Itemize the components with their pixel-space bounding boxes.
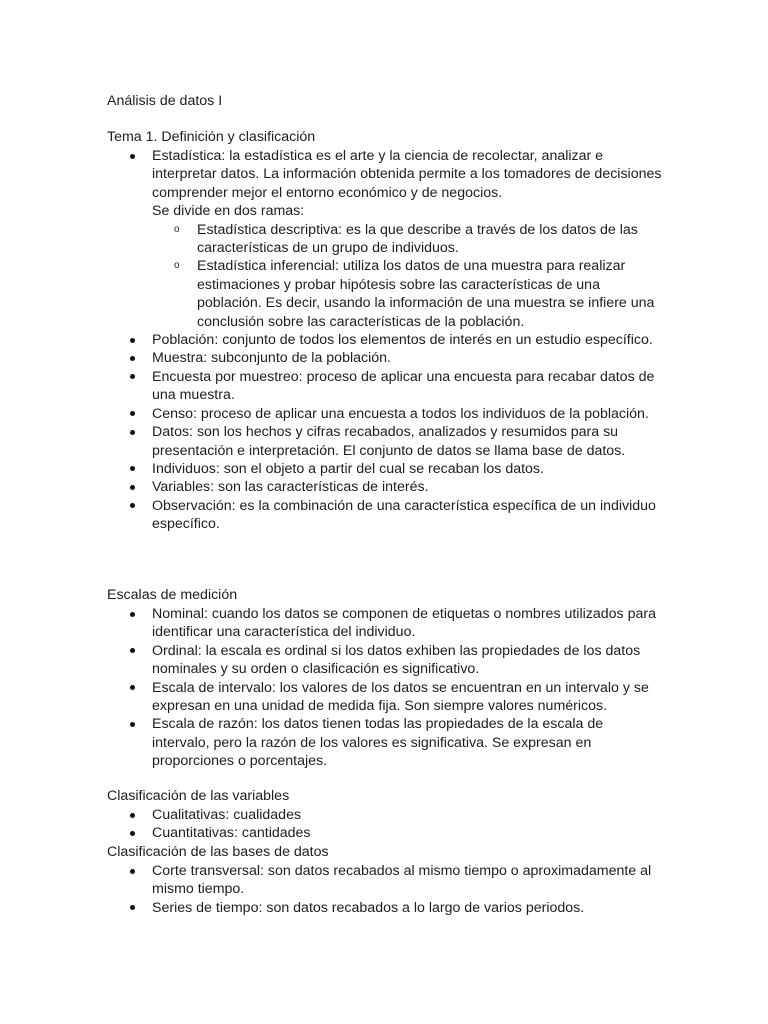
list-item: Series de tiempo: son datos recabados a lo largo de varios periodos.: [0, 899, 662, 917]
list-item: Corte transversal: son datos recabados al mismo tiempo o aproximadamente al mismo tiempo.: [0, 862, 662, 899]
list-item: Variables: son las características de interés.: [0, 478, 662, 496]
list-item: [0, 147, 662, 331]
escalas-list: [0, 605, 768, 771]
list-item: Observación: es la combinación de una característica específica de un individuo específico.: [0, 497, 662, 534]
section-heading-bases: Clasificación de las bases de datos: [107, 844, 329, 860]
section-heading-variables: Clasificación de las variables: [107, 788, 290, 804]
list-item: Escala de razón: los datos tienen todas las propiedades de la escala de intervalo, pero la razón de los valores es significativa. Se expresan en proporciones o porcentajes.: [0, 715, 662, 770]
list-item: Nominal: cuando los datos se componen de etiquetas o nombres utilizados para identificar una característica del individuo.: [0, 605, 662, 642]
estadistica-ramas-list: [152, 221, 662, 331]
list-item: Ordinal: la escala es ordinal si los datos exhiben las propiedades de los datos nominales y su orden o clasificación es significativo.: [0, 642, 662, 679]
variables-list: [0, 806, 768, 843]
list-item: Cuantitativas: cantidades: [0, 824, 662, 842]
tema1-list: [0, 147, 768, 534]
list-item: Cualitativas: cualidades: [0, 806, 662, 824]
list-item: Muestra: subconjunto de la población.: [0, 349, 662, 367]
list-item: Datos: son los hechos y cifras recabados, analizados y resumidos para su presentación e interpretación. El conjunto de datos se llama base de datos.: [0, 423, 662, 460]
estadistica-definition: Estadística: la estadística es el arte y la ciencia de recolectar, analizar e interpretar datos. La información obtenida permite a los tomadores de decisiones comprender mejor el entorno económico y de negocios.: [152, 148, 662, 201]
list-item: Encuesta por muestreo: proceso de aplicar una encuesta para recabar datos de una muestra.: [0, 368, 662, 405]
section-heading-tema1: Tema 1. Definición y clasificación: [107, 129, 316, 145]
list-item: Escala de intervalo: los valores de los datos se encuentran en un intervalo y se expresan en una unidad de medida fija. Son siempre valores numéricos.: [0, 679, 662, 716]
sub-list-item: o Estadística inferencial: utiliza los datos de una muestra para realizar estimaciones y probar hipótesis sobre las características de una población. Es decir, usando la información de una muestra se infiere una conclusión sobre las características de la población.: [152, 257, 662, 331]
bases-list: [0, 862, 768, 917]
section-heading-escalas: Escalas de medición: [107, 587, 238, 603]
list-item: Censo: proceso de aplicar una encuesta a todos los individuos de la población.: [0, 405, 662, 423]
list-item: Población: conjunto de todos los elementos de interés en un estudio específico.: [0, 331, 662, 349]
list-item: Individuos: son el objeto a partir del cual se recaban los datos.: [0, 460, 662, 478]
document-title: Análisis de datos I: [107, 93, 223, 109]
estadistica-divide-text: Se divide en dos ramas:: [152, 203, 305, 220]
sub-list-item: o Estadística descriptiva: es la que describe a través de los datos de las características de un grupo de individuos.: [152, 221, 662, 258]
